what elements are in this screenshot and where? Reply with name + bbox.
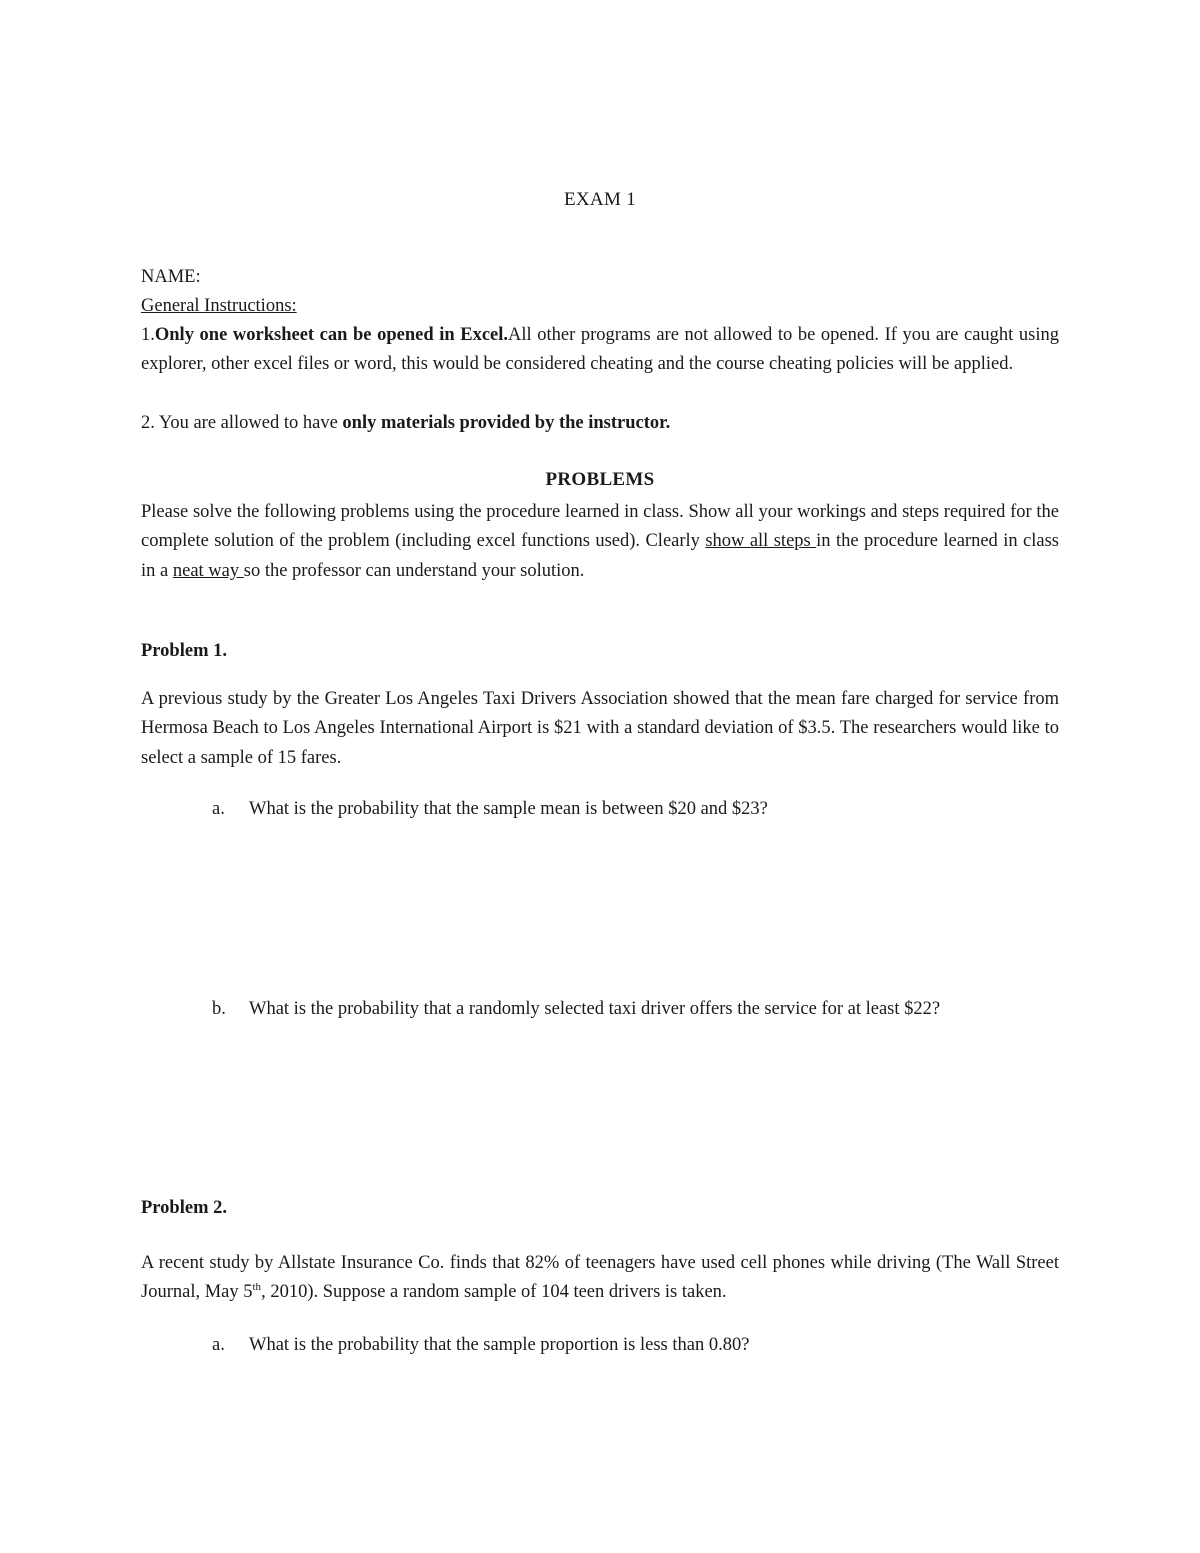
part-label: b. xyxy=(212,999,226,1019)
instruction-1-bold: Only one worksheet can be opened in Excel. xyxy=(154,325,509,345)
problem-1-text: A previous study by the Greater Los Angeles Taxi Drivers Association showed that the mean fare charged for service from Hermosa Beach to Los Angeles International Airport is $21 with a standard deviation of $3.5. The researchers would like to select a sample of 15 fares. xyxy=(141,689,1059,768)
problems-heading: PROBLEMS xyxy=(545,469,655,490)
instruction-1-prefix: 1. xyxy=(141,325,155,345)
exam-page xyxy=(141,0,1059,1553)
problem-2-text xyxy=(141,1249,1059,1308)
general-instructions-heading xyxy=(141,292,1059,321)
instruction-2-text: 2. You are allowed to have xyxy=(141,413,343,433)
problems-intro xyxy=(141,498,1059,586)
problem-2-text-after: , 2010). Suppose a random sample of 104 teen drivers is taken. xyxy=(261,1282,727,1303)
intro-underline-show-all-steps: show all steps xyxy=(705,531,817,552)
name-label: NAME: xyxy=(141,267,201,287)
instruction-1-rest: All other programs are not allowed to be opened. If you are caught using explorer, other excel files or word, this would be considered cheating and the course cheating policies will be applied. xyxy=(141,325,1060,375)
problem-1-heading: Problem 1. xyxy=(141,641,227,661)
part-text: What is the probability that a randomly selected taxi driver offers the service for at least $22? xyxy=(249,999,941,1019)
part-label: a. xyxy=(212,1335,225,1355)
part-text: What is the probability that the sample mean is between $20 and $23? xyxy=(249,799,768,819)
instruction-item-2 xyxy=(141,409,1059,438)
intro-part-1: Please solve the following problems using the procedure learned in class. Show all your workings and steps required for the complete solution of the problem (including excel functions used). Clearly xyxy=(141,502,1059,552)
part-text: What is the probability that the sample proportion is less than 0.80? xyxy=(249,1335,750,1355)
problem-2-text-before: A recent study by Allstate Insurance Co. finds that 82% of teenagers have used cell phones while driving (The Wall Street Journal, May 5 xyxy=(141,1253,1059,1303)
intro-part-2: in the procedure learned in class in a xyxy=(141,531,1059,581)
instruction-2-bold: only materials provided by the instructor. xyxy=(342,413,671,433)
intro-part-3: so the professor can understand your solution. xyxy=(243,560,585,581)
general-instructions-heading-text: General Instructions: xyxy=(141,296,297,316)
instruction-item-1 xyxy=(141,321,1059,380)
problem-2-heading: Problem 2. xyxy=(141,1198,227,1218)
part-label: a. xyxy=(212,799,225,819)
intro-underline-neat-way: neat way xyxy=(172,560,244,581)
exam-title: EXAM 1 xyxy=(564,189,636,210)
superscript-th: th xyxy=(252,1281,262,1294)
